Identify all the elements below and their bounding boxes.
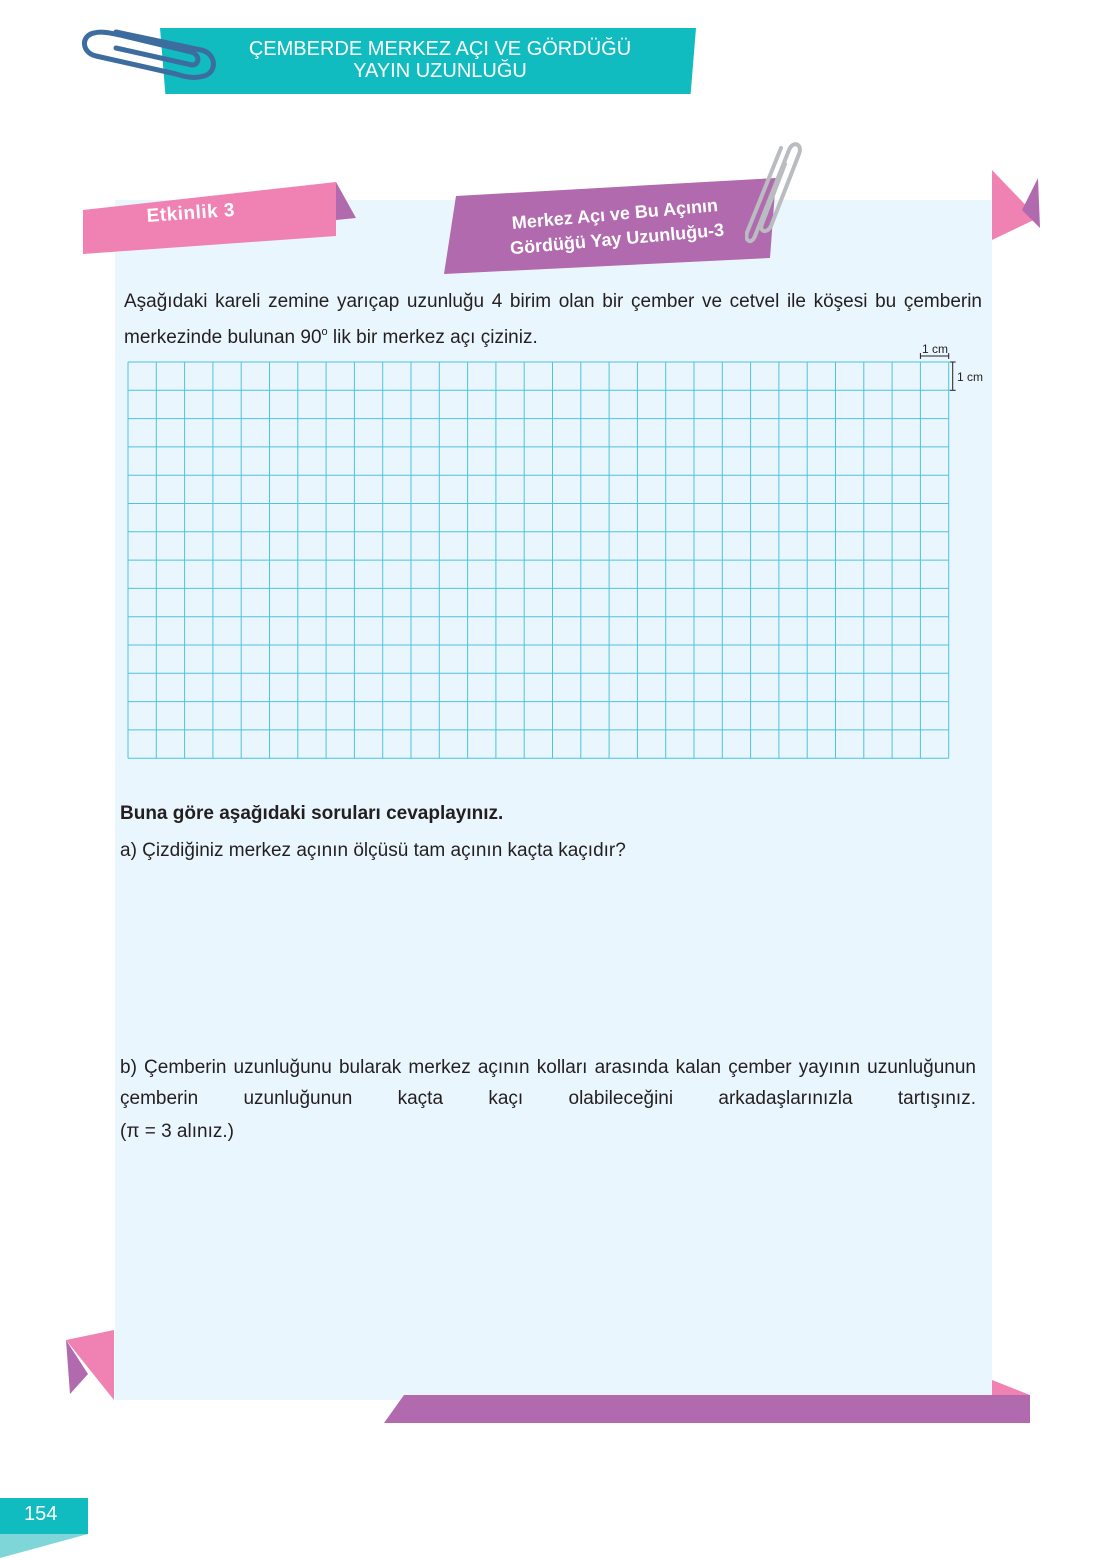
- square-grid[interactable]: [120, 340, 980, 770]
- question-b: b) Çemberin uzunluğunu bularak merkez açının kolları arasında kalan çember yayının uzunluğunun çemberin uzunluğunun kaçta kaçı olabileceğini arkadaşlarınızla tartışınız.: [120, 1057, 976, 1109]
- activity-number-label: Etkinlik 3: [146, 199, 236, 227]
- degree-symbol: o: [321, 326, 328, 338]
- chapter-title: ÇEMBERDE MERKEZ AÇI VE GÖRDÜĞÜ YAYIN UZUNLUĞU: [248, 38, 632, 82]
- bottom-ribbon: [384, 1380, 1034, 1425]
- question-a: a) Çizdiğiniz merkez açının ölçüsü tam açının kaçta kaçıdır?: [120, 840, 626, 861]
- corner-decoration-bottom-left: [64, 1330, 124, 1410]
- unit-label-horizontal: 1 cm: [922, 342, 949, 356]
- paperclip-icon: [76, 22, 221, 92]
- questions-heading: Buna göre aşağıdaki soruları cevaplayınız.: [120, 803, 504, 824]
- paperclip-icon: [745, 138, 805, 248]
- instruction-text-end: lik bir merkez açı çiziniz.: [327, 327, 538, 348]
- unit-label-vertical: 1 cm: [957, 370, 984, 384]
- activity-title: Merkez Açı ve Bu Açının Gördüğü Yay Uzunluğu-3: [509, 195, 725, 259]
- corner-decoration-top-right: [992, 170, 1042, 260]
- page-number: 154: [24, 1503, 58, 1525]
- page-number-tab-tail: [0, 1534, 88, 1560]
- instruction-text-main: Aşağıdaki kareli zemine yarıçap uzunluğu 4 birim olan bir çember ve cetvel ile köşesi bu çemberin merkezinde bulunan 90: [124, 291, 982, 348]
- question-b-note: (π = 3 alınız.): [120, 1121, 234, 1142]
